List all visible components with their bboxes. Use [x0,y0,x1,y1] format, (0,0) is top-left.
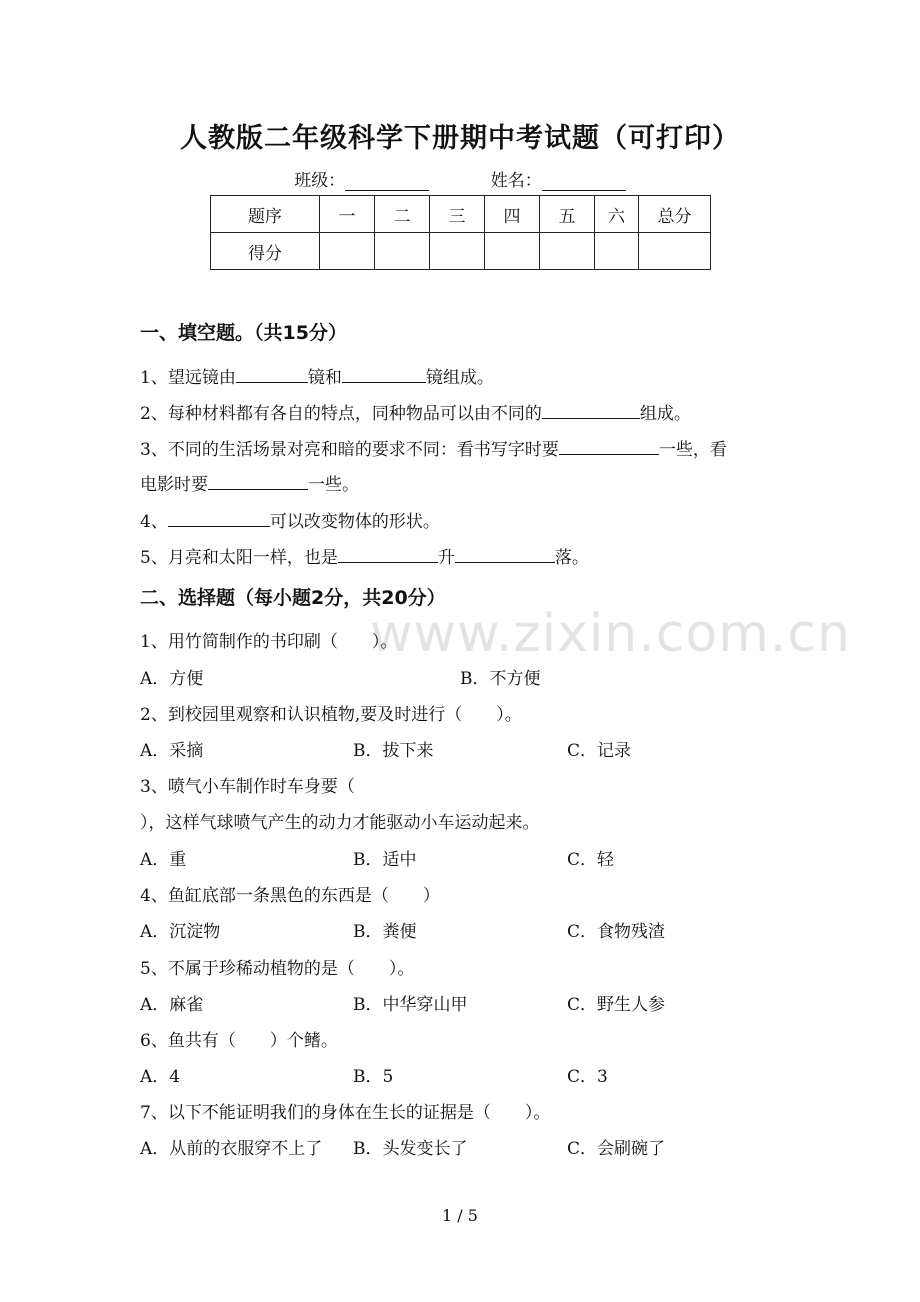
q3-text-b: 一些，看 [658,440,727,460]
choice-option[interactable]: A．方便 [140,669,204,689]
name-field [491,166,626,191]
score-header-cell: 六 [595,196,639,233]
q3-text-d: 一些。 [308,475,359,495]
choice-option[interactable]: A．麻雀 [140,995,204,1015]
q4-text-b: 可以改变物体的形状。 [269,512,440,532]
class-label: 班级： [294,171,346,191]
score-header-cell: 题序 [211,196,320,233]
q3-text-c: 电影时要 [140,475,208,495]
choice-option[interactable]: A．重 [140,850,187,870]
score-row [211,233,711,270]
choice-option[interactable]: B．适中 [353,850,417,870]
choice-option[interactable]: C．食物残渣 [567,922,666,942]
score-cell[interactable] [540,233,595,270]
choice-question-3: 3、喷气小车制作时车身要（ [140,777,355,797]
q4-blank-1[interactable] [168,510,270,527]
choice-option[interactable]: A．从前的衣服穿不上了 [140,1139,323,1159]
choice-question-6: 6、鱼共有（ ）个鳍。 [140,1031,338,1051]
fill-question-4 [140,507,440,532]
choice-question-3-cont: ），这样气球喷气产生的动力才能驱动小车运动起来。 [140,813,540,833]
choice-option[interactable]: B．5 [353,1067,394,1087]
score-cell[interactable] [485,233,540,270]
score-header-cell: 三 [430,196,485,233]
choice-option[interactable]: B．拔下来 [353,741,434,761]
q5-text-c: 落。 [554,548,589,568]
score-header-cell: 一 [320,196,375,233]
choice-option[interactable]: C．野生人参 [567,995,666,1015]
q1-blank-2[interactable] [342,366,426,383]
section-fill-title: 一、填空题。（共15分） [140,322,347,344]
student-info [0,166,920,191]
q5-text-b: 升 [437,548,455,568]
choice-question-5: 5、不属于珍稀动植物的是（ ）。 [140,959,415,979]
choice-question-4: 4、鱼缸底部一条黑色的东西是（ ） [140,886,440,906]
q1-text-c: 镜组成。 [425,368,494,388]
score-cell[interactable] [430,233,485,270]
choice-option[interactable]: A．4 [140,1067,181,1087]
q3-blank-2[interactable] [208,473,308,490]
score-cell[interactable] [639,233,711,270]
name-label: 姓名： [490,171,542,191]
fill-question-5 [140,543,589,568]
choice-question-7: 7、以下不能证明我们的身体在生长的证据是（ ）。 [140,1103,551,1123]
name-blank[interactable] [542,172,626,191]
q2-text-a: 2、每种材料都有各自的特点，同种物品可以由不同的 [140,404,542,424]
page-title: 人教版二年级科学下册期中考试题（可打印） [180,123,740,154]
fill-question-3 [140,435,727,460]
choice-option[interactable]: B．不方便 [460,669,541,689]
page-number: 1 / 5 [442,1206,478,1225]
choice-question-1: 1、用竹简制作的书印刷（ ）。 [140,632,398,652]
score-row-label: 得分 [211,233,320,270]
score-header-cell: 二 [375,196,430,233]
q5-text-a: 5、月亮和太阳一样，也是 [140,548,338,568]
score-cell[interactable] [595,233,639,270]
choice-option[interactable]: B．头发变长了 [353,1139,468,1159]
q3-blank-1[interactable] [559,438,659,455]
q1-text-b: 镜和 [307,368,342,388]
fill-question-1 [140,363,494,388]
score-header-row [211,196,711,233]
choice-option[interactable]: C．3 [567,1067,608,1087]
choice-option[interactable]: C．会刷碗了 [567,1139,666,1159]
choice-option[interactable]: B．中华穿山甲 [353,995,468,1015]
q3-text-a: 3、不同的生活场景对亮和暗的要求不同：看书写字时要 [140,440,559,460]
class-blank[interactable] [345,172,429,191]
q1-blank-1[interactable] [236,366,308,383]
section-choice-title: 二、选择题（每小题2分，共20分） [140,587,446,609]
fill-question-3-cont [140,470,359,495]
watermark: www.zixin.com.cn [370,604,851,664]
score-table [210,195,711,270]
q5-blank-1[interactable] [338,546,438,563]
class-field [294,166,429,191]
score-header-cell: 总分 [639,196,711,233]
choice-question-2: 2、到校园里观察和认识植物,要及时进行（ ）。 [140,705,522,725]
choice-option[interactable]: A．采摘 [140,741,204,761]
q2-text-b: 组成。 [639,404,691,424]
fill-question-2 [140,399,691,424]
q4-text-a: 4、 [140,512,168,532]
q1-text-a: 1、望远镜由 [140,368,236,388]
score-header-cell: 四 [485,196,540,233]
q2-blank-1[interactable] [542,402,640,419]
score-header-cell: 五 [540,196,595,233]
score-cell[interactable] [320,233,375,270]
choice-option[interactable]: C．记录 [567,741,632,761]
choice-option[interactable]: B．粪便 [353,922,417,942]
score-cell[interactable] [375,233,430,270]
choice-option[interactable]: A．沉淀物 [140,922,221,942]
choice-option[interactable]: C．轻 [567,850,615,870]
q5-blank-2[interactable] [455,546,555,563]
